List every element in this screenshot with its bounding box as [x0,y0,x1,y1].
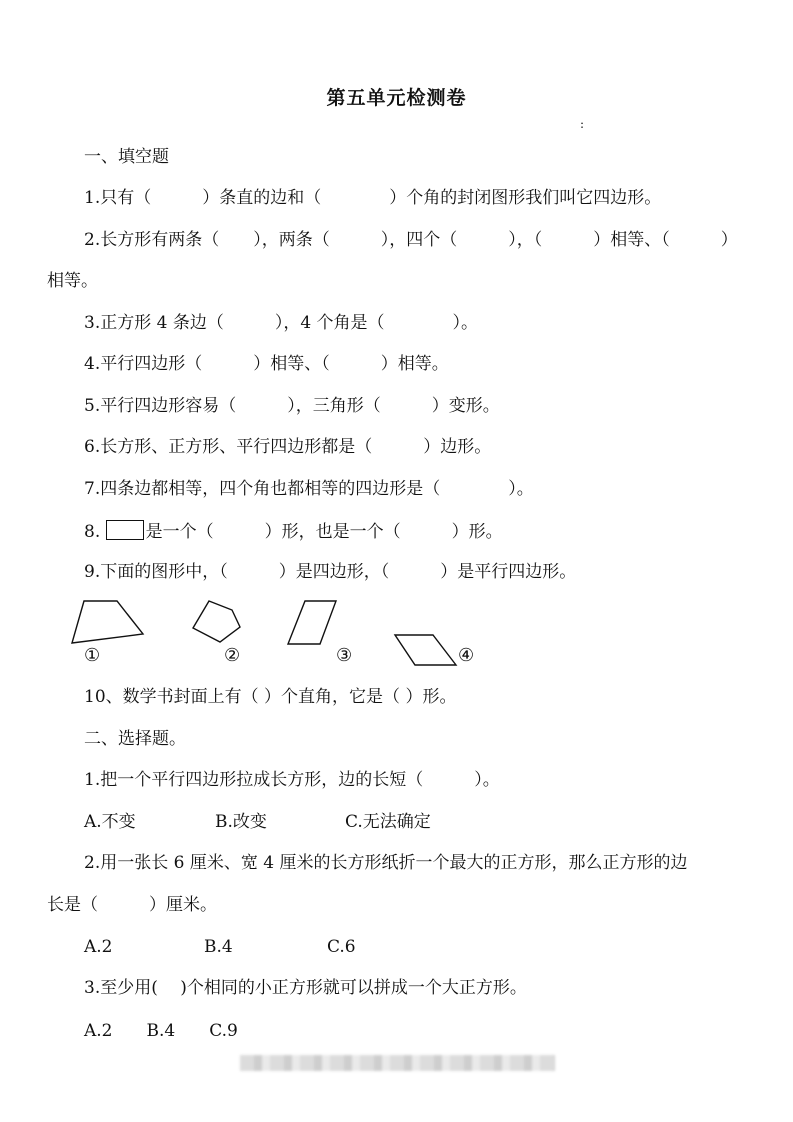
choice-1-option-a: A.不变 [84,812,136,832]
question-6: 6.长方形、正方形、平行四边形都是（ ）边形。 [84,437,492,457]
question-5: 5.平行四边形容易（ ），三角形（ ）变形。 [84,396,500,416]
choice-question-1: 1.把一个平行四边形拉成长方形，边的长短（ ）。 [84,770,500,790]
question-9: 9.下面的图形中，（ ）是四边形，（ ）是平行四边形。 [84,562,577,582]
shape-label-2: ② [224,645,241,666]
question-10: 10、数学书封面上有（ ）个直角，它是（ ）形。 [84,687,457,707]
choice-2-option-a: A.2 [84,937,113,957]
question-1: 1.只有（ ）条直的边和（ ）个角的封闭图形我们叫它四边形。 [84,188,662,208]
parallelogram-shape-3 [288,601,336,644]
choice-2-option-b: B.4 [204,937,233,957]
question-2-line1: 2.长方形有两条（ ），两条（ ），四个（ ），（ ）相等、（ ） [84,230,738,250]
question-8 [84,520,503,543]
choice-question-2-line1: 2.用一张长 6 厘米、宽 4 厘米的长方形纸折一个最大的正方形，那么正方形的边 [84,853,688,873]
shapes-svg [0,595,793,675]
choice-question-2-line2: 长是（ ）厘米。 [47,895,217,915]
question-8-text: 是一个（ ）形，也是一个（ ）形。 [145,522,503,542]
shape-label-3: ③ [336,645,353,666]
pentagon-shape [193,601,240,642]
trapezoid-shape [72,601,143,643]
choice-2-option-c: C.6 [327,937,356,957]
question-3: 3.正方形 4 条边（ ），4 个角是（ ）。 [84,313,479,333]
section2-heading: 二、选择题。 [84,729,186,749]
question-7: 7.四条边都相等，四个角也都相等的四边形是（ ）。 [84,479,534,499]
shape-label-1: ① [84,645,101,666]
choice-1-option-b: B.改变 [215,812,267,832]
page-title: 第五单元检测卷 [326,87,467,109]
choice-1-option-c: C.无法确定 [345,812,431,832]
question-2-line2: 相等。 [47,271,98,291]
choice-3-options-cut: A.2 B.4 C.9 [84,1021,238,1041]
parallelogram-shape-4 [395,635,456,665]
choice-question-3: 3.至少用( )个相同的小正方形就可以拼成一个大正方形。 [84,978,527,998]
shapes-figure [0,595,793,675]
section1-heading: 一、填空题 [84,147,169,167]
stray-mark: : [580,117,585,131]
question-8-number: 8. [84,522,101,542]
rectangle-icon [106,520,144,540]
shape-label-4: ④ [458,645,475,666]
question-4: 4.平行四边形（ ）相等、（ ）相等。 [84,354,449,374]
blurred-footer [240,1055,555,1071]
